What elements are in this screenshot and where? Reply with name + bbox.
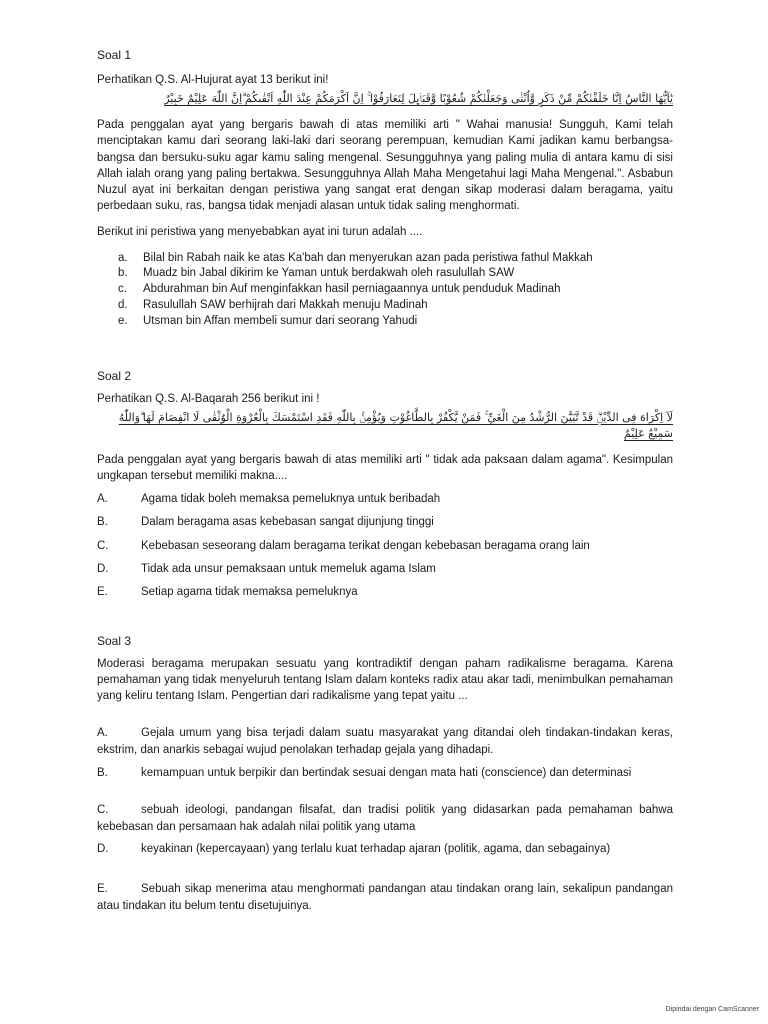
option-A[interactable]: A. Agama tidak boleh memaksa pemeluknya untuk beribadah — [97, 493, 441, 505]
soal-2-instruction: Perhatikan Q.S. Al-Baqarah 256 berikut ini ! — [97, 393, 320, 405]
soal-3-body — [97, 656, 673, 705]
option-a[interactable]: a. Bilal bin Rabah naik ke atas Ka'bah dan menyerukan azan pada peristiwa fathul Makkah — [118, 251, 593, 264]
soal-1-heading: Soal 1 — [97, 48, 132, 62]
soal-2-paragraph: Pada penggalan ayat yang bergaris bawah di atas memiliki arti " tidak ada paksaan dalam agama". Kesimpulan ungkapan tersebut memiliki makna.... — [97, 454, 673, 483]
soal-2-body — [97, 391, 673, 485]
soal-2-option-row — [97, 586, 673, 598]
option-d[interactable]: d. Rasulullah SAW berhijrah dari Makkah menuju Madinah — [118, 299, 428, 312]
soal-2-options — [97, 493, 673, 505]
soal-1-paragraph: Pada penggalan ayat yang bergaris bawah di atas memiliki arti " Wahai manusia! Sungguh, Kami telah menciptakan kamu dari seorang laki-laki dari seorang perempuan, kemudian Kami jadikan kamu berbangsa-bangsa dan bersuku-suku agar kamu saling mengenal. Sesungguhnya yang paling mulia di antara kamu di sisi Allah ialah orang yang paling bertakwa. Sesungguhnya Allah Maha Mengetahui lagi Maha Mengenal.". Asbabun Nuzul ayat ini berkaitan dengan peristiwa yang sangat erat dengan sikap moderasi dalam beragama, yaitu perbedaan suku, ras, bangsa tidak menjadi alasan untuk tidak saling menghormati. — [97, 119, 673, 213]
soal-1-section — [97, 47, 673, 63]
option-C[interactable]: C. Kebebasan seseorang dalam beragama terikat dengan kebebasan beragama orang lain — [97, 540, 590, 552]
option-A[interactable]: A. Gejala umum yang bisa terjadi dalam suatu masyarakat yang ditandai oleh tindakan-tindakan keras, ekstrim, dan anarkis sebagai wujud penolakan terhadap gejala yang dihadapi. — [97, 727, 673, 756]
soal-3-option-row — [97, 881, 673, 914]
option-B[interactable]: B. Dalam beragama asas kebebasan sangat dijunjung tinggi — [97, 516, 434, 528]
soal-3-section — [97, 633, 673, 649]
option-E[interactable]: E. Sebuah sikap menerima atau menghormati pandangan atau tindakan orang lain, sekalipun pandangan atau tindakan itu belum tentu disetujuinya. — [97, 883, 673, 912]
soal-1-arabic-verse: يٰٓاَيُّهَا النَّاسُ اِنَّا خَلَقْنٰكُمْ مِّنْ ذَكَرٍ وَّاُنْثٰى وَجَعَلْنٰكُمْ شُعُوْبًا وَّقَبَاۤىِٕلَ لِتَعَارَفُوْا ۚ اِنَّ اَكْرَمَكُمْ عِنْدَ اللّٰهِ اَتْقٰىكُمْ ۗاِنَّ اللّٰهَ عَلِيْمٌ خَبِيْرٌ — [164, 92, 673, 106]
option-C[interactable]: C. sebuah ideologi, pandangan filsafat, dan tradisi politik yang didasarkan pada pemahaman bahwa kebebasan dan persamaan hak adalah nilai politik yang utama — [97, 804, 673, 833]
soal-2-option-row — [97, 563, 673, 575]
option-B[interactable]: B. kemampuan untuk berpikir dan bertindak sesuai dengan mata hati (conscience) dan determinasi — [97, 767, 632, 779]
soal-1-body — [97, 72, 673, 330]
option-E[interactable]: E. Setiap agama tidak memaksa pemeluknya — [97, 586, 358, 598]
soal-3-option-row — [97, 765, 673, 782]
soal-2-section — [97, 368, 673, 384]
soal-1-question: Berikut ini peristiwa yang menyebabkan ayat ini turun adalah .... — [97, 226, 423, 239]
option-D[interactable]: D. keyakinan (kepercayaan) yang terlalu kuat terhadap ajaran (politik, agama, dan sebagainya) — [97, 843, 611, 855]
option-c[interactable]: c. Abdurahman bin Auf menginfakkan hasil perniagaannya untuk penduduk Madinah — [118, 283, 561, 296]
soal-2-heading: Soal 2 — [97, 369, 132, 383]
option-e[interactable]: e. Utsman bin Affan membeli sumur dari seorang Yahudi — [118, 314, 418, 327]
soal-3-paragraph: Moderasi beragama merupakan sesuatu yang kontradiktif dengan paham radikalisme beragama. Karena pemahaman yang tidak menyeluruh tentang Islam dalam konteks radix atau akar tadi, menimbulkan pemahaman yang keliru tentang Islam. Pengertian dari radikalisme yang tepat yaitu ... — [97, 658, 673, 703]
soal-3-option-row — [97, 841, 673, 858]
soal-1-instruction: Perhatikan Q.S. Al-Hujurat ayat 13 berikut ini! — [97, 74, 329, 86]
soal-3-option-row — [97, 802, 673, 835]
soal-2-option-row — [97, 516, 673, 528]
scanner-watermark: Dipindai dengan CamScanner — [665, 1006, 759, 1013]
soal-3-heading: Soal 3 — [97, 634, 132, 648]
soal-1-options — [97, 251, 673, 330]
soal-3-option-row — [97, 725, 673, 758]
soal-2-option-row — [97, 540, 673, 552]
soal-2-arabic-verse: لَآ اِكْرَاهَ فِى الدِّيْنِۗ قَدْ تَّبَيَّنَ الرُّشْدُ مِنَ الْغَيِّ ۚ فَمَنْ يَّكْفُرْ بِالطَّاغُوْتِ وَيُؤْمِنْۢ بِاللّٰهِ فَقَدِ اسْتَمْسَكَ بِالْعُرْوَةِ الْوُثْقٰى لَا انْفِصَامَ لَهَا ۗوَاللّٰهُ سَمِيْعٌ عَلِيْمٌ — [118, 411, 673, 441]
option-b[interactable]: b. Muadz bin Jabal dikirim ke Yaman untuk berdakwah oleh rasulullah SAW — [118, 267, 515, 280]
option-D[interactable]: D. Tidak ada unsur pemaksaan untuk memeluk agama Islam — [97, 563, 436, 575]
